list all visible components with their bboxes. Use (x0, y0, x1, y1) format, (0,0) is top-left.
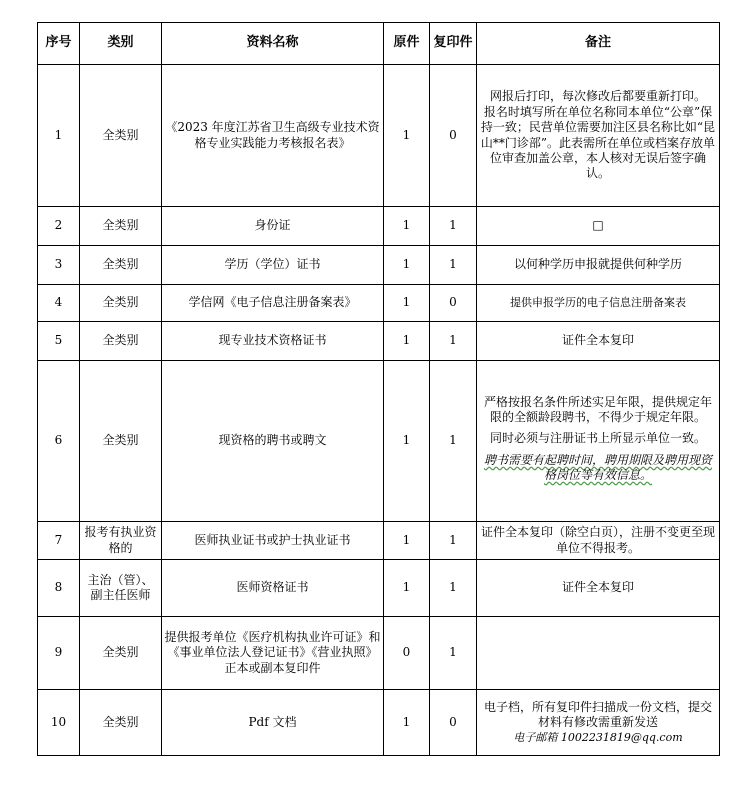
table-row (38, 322, 720, 361)
cell-remark (477, 617, 720, 690)
cell-name: Pdf 文档 (162, 690, 384, 756)
header-original: 原件 (384, 23, 430, 65)
cell-category: 全类别 (80, 246, 162, 285)
cell-name: 医师执业证书或护士执业证书 (162, 522, 384, 560)
cell-copy: 1 (430, 522, 477, 560)
cell-no: 6 (38, 361, 80, 522)
cell-original: 0 (384, 617, 430, 690)
email-line: 电子邮箱 1002231819@qq.com (513, 730, 683, 744)
remark-line: 网报后打印，每次修改后都要重新打印。 (489, 89, 706, 104)
header-row (38, 23, 720, 65)
remark-line: 报名时填写所在单位名称同本单位“公章”保持一致；民营单位需要加注区县名称比如“昆山**门诊部”。此表需所在单位或档案存放单位审查加盖公章，本人核对无误后签字确认。 (480, 104, 716, 181)
cell-remark (477, 361, 720, 522)
cell-category: 全类别 (80, 617, 162, 690)
cell-remark (477, 65, 720, 207)
cell-copy: 1 (430, 617, 477, 690)
cell-category: 全类别 (80, 285, 162, 322)
cell-no: 9 (38, 617, 80, 690)
cell-copy: 1 (430, 361, 477, 522)
cell-name: 学历（学位）证书 (162, 246, 384, 285)
cell-name: 学信网《电子信息注册备案表》 (162, 285, 384, 322)
header-category: 类别 (80, 23, 162, 65)
cell-original: 1 (384, 361, 430, 522)
table-row (38, 361, 720, 522)
cell-remark (477, 690, 720, 756)
cell-copy: 0 (430, 285, 477, 322)
remark-line: 严格按报名条件所述实足年限，提供规定年限的全额龄段聘书，不得少于规定年限。 (483, 394, 712, 424)
cell-category: 全类别 (80, 690, 162, 756)
table-row (38, 522, 720, 560)
cell-category: 全类别 (80, 65, 162, 207)
header-no: 序号 (38, 23, 80, 65)
header-name: 资料名称 (162, 23, 384, 65)
cell-remark: 提供申报学历的电子信息注册备案表 (477, 285, 720, 322)
cell-original: 1 (384, 285, 430, 322)
remark-line: 聘书需要有起聘时间，聘用期限及聘用现资格岗位等有效信息。 (483, 452, 712, 483)
cell-original: 1 (384, 246, 430, 285)
table-row (38, 690, 720, 756)
cell-category: 报考有执业资格的 (80, 522, 162, 560)
cell-original: 1 (384, 690, 430, 756)
cell-copy: 0 (430, 690, 477, 756)
cell-copy: 1 (430, 560, 477, 617)
cell-remark: 证件全本复印 (477, 322, 720, 361)
cell-no: 2 (38, 207, 80, 246)
cell-category: 全类别 (80, 207, 162, 246)
cell-name: 提供报考单位《医疗机构执业许可证》和《事业单位法人登记证书》《营业执照》正本或副本复印件 (162, 617, 384, 690)
table-row (38, 246, 720, 285)
cell-original: 1 (384, 522, 430, 560)
cell-remark: 证件全本复印 (477, 560, 720, 617)
cell-category: 全类别 (80, 361, 162, 522)
remark-line: 同时必须与注册证书上所显示单位一致。 (489, 431, 706, 446)
cell-category: 全类别 (80, 322, 162, 361)
cell-original: 1 (384, 322, 430, 361)
header-copy: 复印件 (430, 23, 477, 65)
table-row (38, 65, 720, 207)
cell-no: 3 (38, 246, 80, 285)
cell-copy: 1 (430, 322, 477, 361)
cell-no: 1 (38, 65, 80, 207)
header-remark: 备注 (477, 23, 720, 65)
cell-name: 现专业技术资格证书 (162, 322, 384, 361)
cell-no: 7 (38, 522, 80, 560)
table-row (38, 617, 720, 690)
cell-copy: 1 (430, 246, 477, 285)
remark-line: 电子档，所有复印件扫描成一份文档，提交材料有修改需重新发送 (483, 700, 712, 730)
cell-copy: 0 (430, 65, 477, 207)
table-row (38, 207, 720, 246)
materials-table (37, 22, 720, 756)
cell-remark: 以何种学历申报就提供何种学历 (477, 246, 720, 285)
cell-no: 5 (38, 322, 80, 361)
cell-remark: □ (477, 207, 720, 246)
cell-name: 现资格的聘书或聘文 (162, 361, 384, 522)
cell-category: 主治（管）、副主任医师 (80, 560, 162, 617)
cell-no: 4 (38, 285, 80, 322)
table-row (38, 285, 720, 322)
cell-copy: 1 (430, 207, 477, 246)
cell-no: 8 (38, 560, 80, 617)
table-row (38, 560, 720, 617)
cell-original: 1 (384, 560, 430, 617)
cell-original: 1 (384, 207, 430, 246)
cell-original: 1 (384, 65, 430, 207)
cell-name: 医师资格证书 (162, 560, 384, 617)
cell-name: 身份证 (162, 207, 384, 246)
cell-remark: 证件全本复印（除空白页），注册不变更至现单位不得报考。 (477, 522, 720, 560)
cell-name: 《2023 年度江苏省卫生高级专业技术资格专业实践能力考核报名表》 (162, 65, 384, 207)
cell-no: 10 (38, 690, 80, 756)
